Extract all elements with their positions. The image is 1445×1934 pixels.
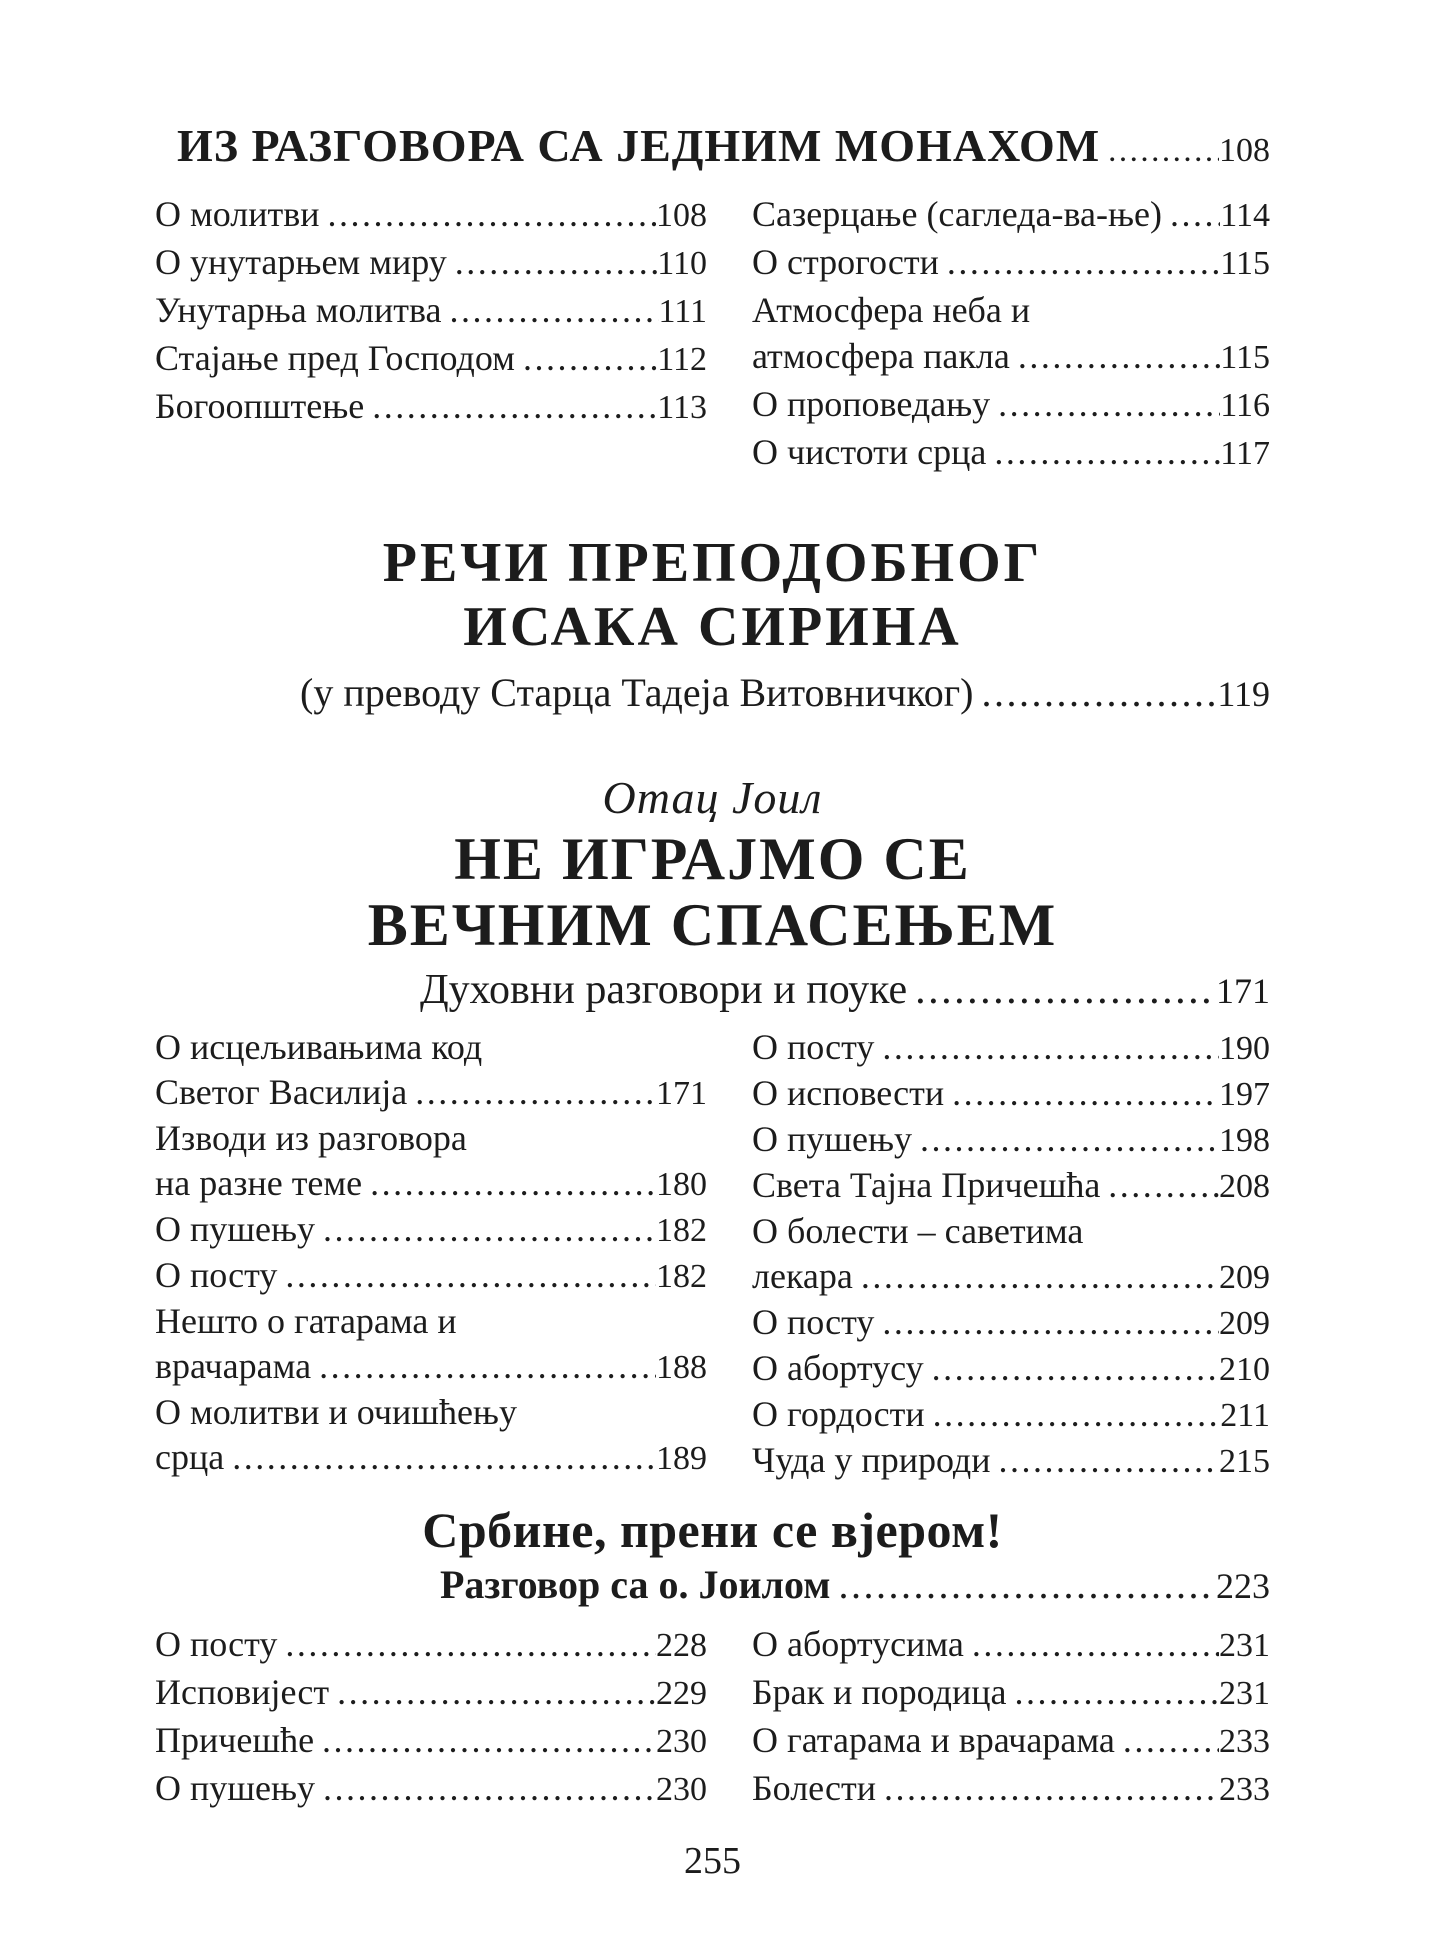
toc-entry-page-number: 231 (1219, 1675, 1270, 1712)
section1-title: ИЗ РАЗГОВОРА СА ЈЕДНИМ МОНАХОМ (177, 120, 1101, 171)
toc-entry (752, 1071, 1270, 1117)
toc-entry-title: Унутарња молитва (155, 290, 442, 330)
toc-entry-title: О пушењу (155, 1209, 315, 1249)
toc-entry-title: О пушењу (752, 1119, 912, 1159)
toc-entry (155, 335, 707, 383)
section4-column-right (752, 1621, 1270, 1813)
dot-leader (912, 1117, 1219, 1162)
toc-entry (155, 1161, 707, 1207)
dot-leader (1115, 1717, 1219, 1763)
toc-entry (752, 1117, 1270, 1163)
toc-entry-page-number: 215 (1219, 1443, 1270, 1480)
dot-leader (315, 1207, 656, 1252)
dot-leader (990, 381, 1220, 427)
toc-entry (752, 1621, 1270, 1669)
toc-entry-title: Светог Василија (155, 1072, 408, 1112)
dot-leader (874, 1300, 1219, 1345)
toc-entry (752, 1765, 1270, 1813)
section4-column-left (155, 1621, 707, 1813)
page-number: 255 (684, 1840, 741, 1882)
dot-leader (874, 1025, 1219, 1070)
toc-entry-title: Богоопштење (155, 386, 365, 426)
toc-entry-title: Нешто о гатарама и (155, 1301, 457, 1341)
toc-entry (155, 1070, 707, 1116)
toc-entry-title: О молитви (155, 194, 320, 234)
dot-leader (939, 239, 1220, 285)
toc-entry (155, 1253, 707, 1299)
section3-subtitle: Духовни разговори и поуке (420, 967, 908, 1013)
toc-entry-page-number: 114 (1220, 197, 1270, 234)
section3-title-line2: ВЕЧНИМ СПАСЕЊЕМ (367, 892, 1058, 958)
toc-entry (155, 1621, 707, 1669)
toc-entry-title: врачарама (155, 1346, 312, 1386)
toc-entry-title: Брак и породица (752, 1672, 1007, 1712)
dot-leader (442, 287, 659, 333)
dot-leader (925, 1392, 1221, 1437)
toc-entry-title: О абортусима (752, 1624, 964, 1664)
toc-entry-title: О унутарњем миру (155, 242, 447, 282)
toc-entry (155, 1717, 707, 1765)
toc-entry-title: О проповедању (752, 384, 991, 424)
dot-leader (1006, 1669, 1219, 1715)
toc-entry (752, 191, 1270, 239)
toc-entry-title: Стајање пред Господом (155, 338, 515, 378)
toc-entry-page-number: 180 (656, 1166, 707, 1203)
toc-entry-title: Атмосфера неба и (752, 290, 1031, 330)
toc-entry (155, 1765, 707, 1813)
toc-entry (752, 1300, 1270, 1346)
toc-entry-title: О строгости (752, 242, 939, 282)
toc-entry-title: О посту (155, 1255, 278, 1295)
toc-entry (155, 1299, 707, 1344)
section1-column-left (155, 191, 707, 477)
toc-entry-title: Болести (752, 1768, 877, 1808)
toc-entry-page-number: 115 (1220, 245, 1270, 282)
dot-leader (853, 1254, 1219, 1299)
toc-entry-page-number: 115 (1220, 339, 1270, 376)
dot-leader (924, 1346, 1219, 1391)
toc-entry-page-number: 231 (1219, 1627, 1270, 1664)
toc-entry (155, 191, 707, 239)
dot-leader (991, 1438, 1220, 1483)
toc-entry-page-number: 228 (656, 1627, 707, 1664)
toc-entry (752, 239, 1270, 287)
dot-leader (907, 964, 1216, 1016)
dot-leader (447, 239, 657, 285)
dot-leader (329, 1669, 656, 1715)
dot-leader (515, 335, 657, 381)
toc-entry (155, 239, 707, 287)
toc-entry-page-number: 117 (1220, 435, 1270, 472)
toc-entry-title: О посту (155, 1624, 278, 1664)
toc-entry (752, 381, 1270, 429)
toc-entry (155, 1025, 707, 1070)
toc-entry-page-number: 229 (656, 1675, 707, 1712)
toc-entry-page-number: 233 (1219, 1723, 1270, 1760)
dot-leader (1100, 123, 1219, 179)
dot-leader (407, 1070, 656, 1115)
toc-entry (752, 1392, 1270, 1438)
toc-entry-page-number: 198 (1219, 1122, 1270, 1159)
dot-leader (364, 383, 657, 429)
dot-leader (362, 1161, 656, 1206)
toc-entry-title: Исповијест (155, 1672, 330, 1712)
dot-leader (1100, 1163, 1219, 1208)
section2-title-line1: РЕЧИ ПРЕПОДОБНОГ (382, 532, 1043, 594)
section4-page-number: 223 (1216, 1566, 1270, 1606)
section3-columns (155, 1025, 1270, 1484)
toc-entry-page-number: 182 (656, 1258, 707, 1295)
toc-entry (155, 1435, 707, 1481)
toc-entry-title: лекара (752, 1256, 853, 1296)
toc-entry-page-number: 209 (1219, 1259, 1270, 1296)
toc-entry (155, 383, 707, 431)
toc-entry-page-number: 171 (656, 1075, 707, 1112)
toc-entry (155, 1116, 707, 1161)
toc-entry-page-number: 209 (1219, 1305, 1270, 1342)
toc-entry (752, 1669, 1270, 1717)
toc-entry-title: Света Тајна Причешћа (752, 1165, 1101, 1205)
toc-entry-title: О абортусу (752, 1348, 924, 1388)
toc-entry-page-number: 112 (657, 341, 707, 378)
dot-leader (314, 1717, 656, 1763)
toc-entry-title: О пушењу (155, 1768, 315, 1808)
toc-entry-title: Чуда у природи (752, 1440, 991, 1480)
toc-entry-title: Изводи из разговора (155, 1118, 467, 1158)
toc-entry (752, 1209, 1270, 1254)
toc-entry (752, 1717, 1270, 1765)
toc-entry-title: О болести – саветима (752, 1211, 1084, 1251)
dot-leader (964, 1621, 1219, 1667)
toc-entry (155, 1207, 707, 1253)
section2-subtitle-row (155, 667, 1270, 720)
toc-entry-page-number: 230 (656, 1771, 707, 1808)
toc-entry-title: О посту (752, 1027, 875, 1067)
section3-subtitle-row (155, 964, 1270, 1017)
dot-leader (986, 429, 1220, 475)
toc-entry (155, 1669, 707, 1717)
section3-author: Отац Јоил (602, 772, 823, 823)
toc-entry-title: О исповести (752, 1073, 945, 1113)
toc-entry-page-number: 182 (656, 1212, 707, 1249)
dot-leader (944, 1071, 1219, 1116)
toc-entry-title: Причешће (155, 1720, 315, 1760)
toc-entry-page-number: 189 (656, 1440, 707, 1477)
section4-subtitle-row (155, 1560, 1270, 1611)
dot-leader (1162, 191, 1220, 237)
toc-entry (752, 1438, 1270, 1484)
dot-leader (311, 1344, 656, 1389)
section3-title-line1: НЕ ИГРАЈМО СЕ (454, 826, 971, 892)
toc-entry (752, 1254, 1270, 1300)
dot-leader (876, 1765, 1219, 1811)
section3-column-right (752, 1025, 1270, 1484)
section2-subtitle: (у преводу Старца Тадеја Витовничког) (300, 670, 974, 715)
toc-entry-title: на разне теме (155, 1163, 363, 1203)
section1-page-number: 108 (1219, 132, 1270, 169)
toc-entry-page-number: 233 (1219, 1771, 1270, 1808)
toc-entry-title: О чистоти срца (752, 432, 987, 472)
dot-leader (224, 1435, 656, 1480)
toc-entry (752, 1163, 1270, 1209)
toc-entry-title: атмосфера пакла (752, 336, 1010, 376)
toc-entry-title: Сазерцање (сагледа-ва-ње) (752, 194, 1163, 234)
section1-column-right (752, 191, 1270, 477)
toc-entry-page-number: 211 (1220, 1397, 1270, 1434)
section4-columns (155, 1621, 1270, 1813)
toc-entry (752, 1025, 1270, 1071)
section4-subtitle: Разговор са о. Јоилом (440, 1562, 831, 1607)
toc-entry-page-number: 210 (1219, 1351, 1270, 1388)
toc-entry-page-number: 108 (656, 197, 707, 234)
dot-leader (1010, 333, 1220, 379)
toc-entry-page-number: 110 (657, 245, 707, 282)
section1-header-row (155, 118, 1270, 179)
section2-title-line2: ИСАКА СИРИНА (463, 596, 962, 658)
dot-leader (277, 1253, 656, 1298)
toc-entry-page-number: 230 (656, 1723, 707, 1760)
section2-page-number: 119 (1217, 674, 1270, 714)
toc-entry (752, 1346, 1270, 1392)
toc-entry (155, 287, 707, 335)
toc-entry-page-number: 116 (1220, 387, 1270, 424)
toc-entry (752, 429, 1270, 477)
toc-entry-page-number: 190 (1219, 1030, 1270, 1067)
toc-entry (155, 1390, 707, 1435)
toc-entry (752, 333, 1270, 381)
dot-leader (277, 1621, 656, 1667)
section3-page-number: 171 (1216, 971, 1270, 1011)
toc-entry-page-number: 188 (656, 1349, 707, 1386)
dot-leader (320, 191, 656, 237)
section4-title: Србине, прени се вјером! (422, 1502, 1003, 1558)
dot-leader (315, 1765, 656, 1811)
dot-leader (830, 1560, 1216, 1610)
section1-columns (155, 191, 1270, 477)
toc-entry-title: О молитви и очишћењу (155, 1392, 517, 1432)
toc-entry-page-number: 113 (657, 389, 707, 426)
toc-entry-page-number: 197 (1219, 1076, 1270, 1113)
toc-entry-page-number: 208 (1219, 1168, 1270, 1205)
toc-entry-title: О гордости (752, 1394, 925, 1434)
toc-entry-page-number: 111 (658, 293, 707, 330)
toc-entry (752, 287, 1270, 333)
toc-entry-title: О посту (752, 1302, 875, 1342)
section3-column-left (155, 1025, 707, 1484)
toc-entry-title: О гатарама и врачарама (752, 1720, 1115, 1760)
toc-entry-title: О исцељивањима код (155, 1027, 483, 1067)
toc-entry (155, 1344, 707, 1390)
toc-entry-title: срца (155, 1437, 225, 1477)
dot-leader (973, 667, 1217, 719)
